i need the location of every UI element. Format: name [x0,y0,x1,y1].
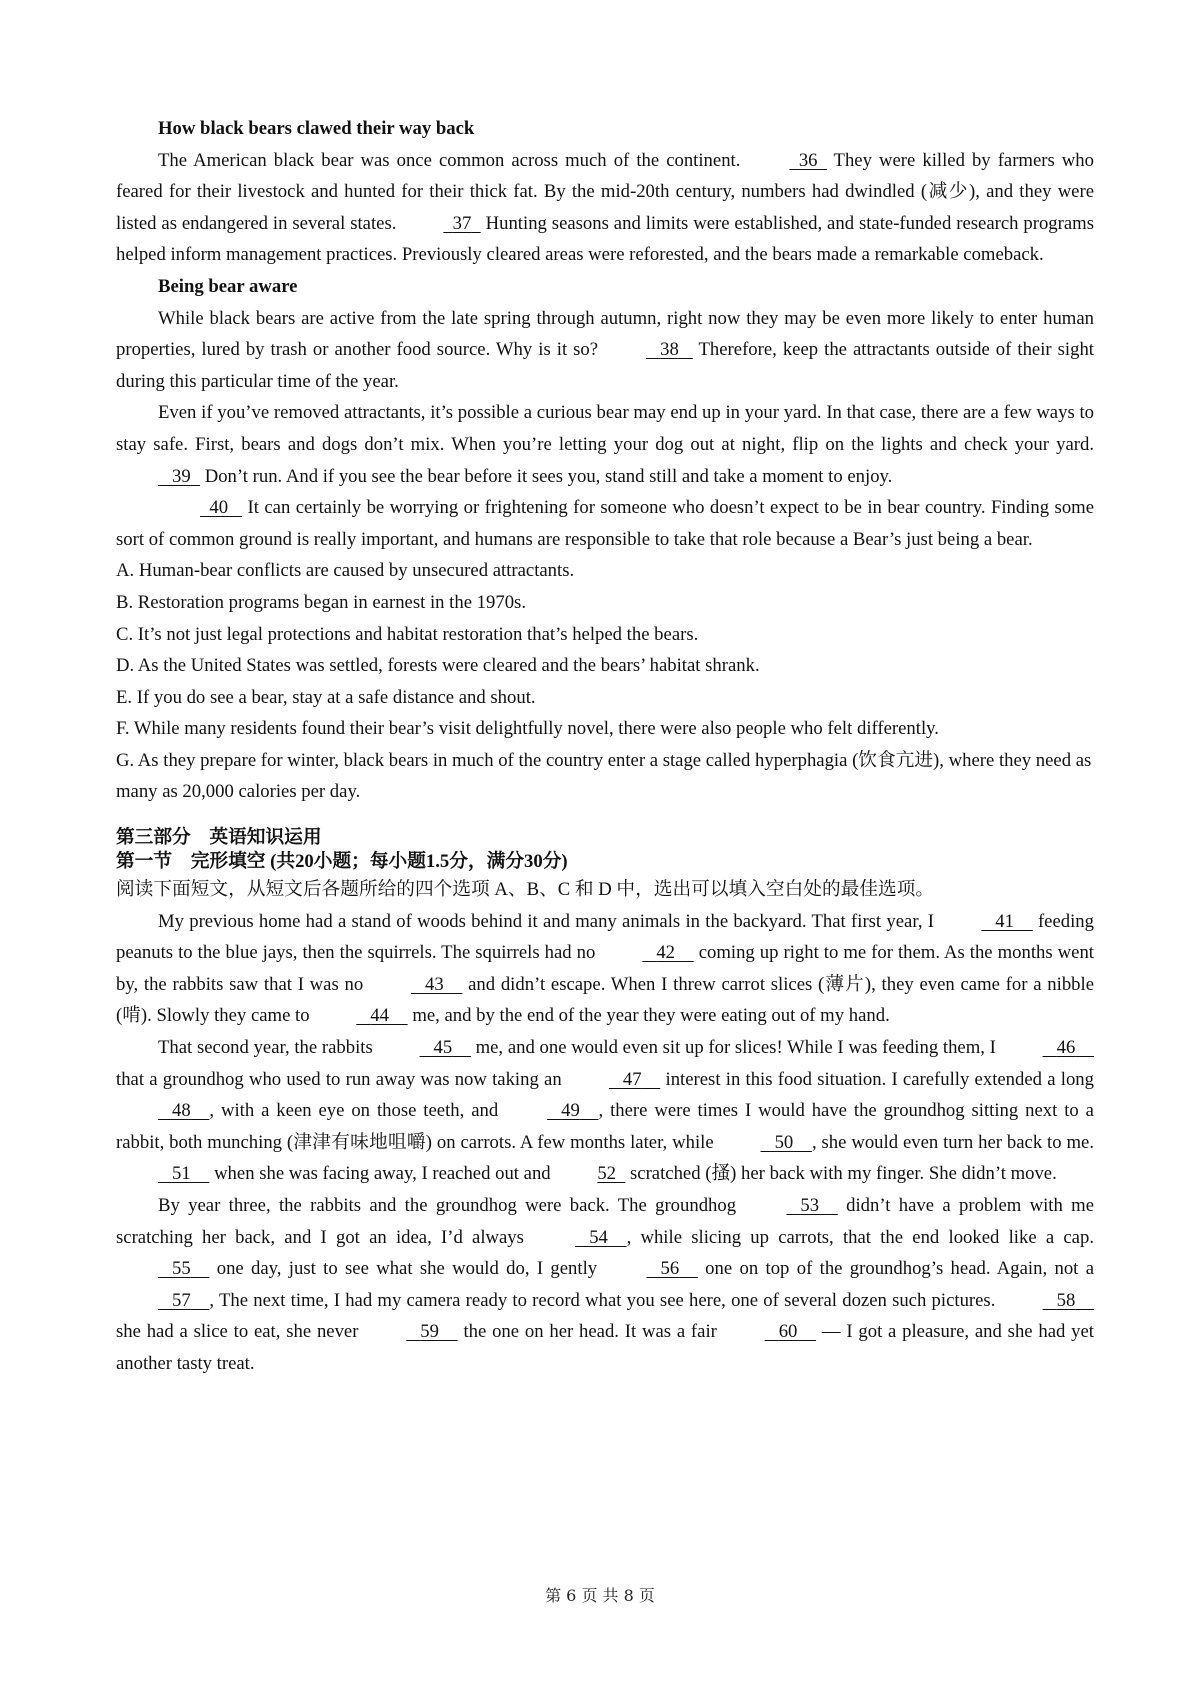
blank-49[interactable] [505,1095,598,1127]
blank-57[interactable] [116,1285,209,1317]
blank-number: 52 [597,1163,616,1185]
text: when she was facing away, I reached out and [209,1163,556,1185]
text: Even if you’ve removed attractants, it’s possible a curious bear may end up in your yard. In that case, there are a few ways to stay safe. First, bears and dogs don’t mix. When you’re letting your dog out at night, flip on the lights and check your yard. [116,402,1094,455]
text: that a groundhog who used to run away was now taking an [116,1068,567,1090]
option-g: G. As they prepare for winter, black bears in much of the country enter a stage called hyperphagia (饮食亢进), where they need as many as 20,000 calories per day. [116,749,1092,803]
blank-44[interactable] [314,1000,407,1032]
blank-number: 55 [172,1258,191,1280]
blank-40[interactable] [158,492,242,524]
text: It can certainly be worrying or frightening for someone who doesn’t expect to be in bear country. Finding some sort of common ground is really important, and humans are responsible to take that role because a Bear’s just being a bear. [116,497,1094,550]
text: , with a keen eye on those teeth, and [209,1100,506,1122]
text: coming up right to me for them. As the months went by, the rabbits saw that I was no [116,942,1094,995]
blank-number: 50 [774,1131,794,1153]
blank-number: 54 [589,1226,608,1248]
blank-47[interactable] [567,1064,660,1096]
text: They were killed by farmers who feared for their livestock and hunted for their thick fat. By the mid-20th century, numbers had dwindled (减少), and they were listed as endangered in several states. [116,149,1094,234]
text: The American black bear was once common across much of the continent. [158,149,748,171]
blank-number: 39 [172,465,191,487]
option-f: F. While many residents found their bear’s visit delightfully novel, there were also people who felt differently. [116,718,939,740]
blank-54[interactable] [533,1222,626,1254]
blank-42[interactable] [600,937,693,969]
text: By year three, the rabbits and the groundhog were back. The groundhog [158,1195,745,1216]
blank-53[interactable] [744,1190,837,1222]
blank-number: 40 [209,497,229,519]
text: one day, just to see what she would do, I gently [209,1258,605,1280]
passage-paragraph-1 [116,145,1094,271]
option-b: B. Restoration programs began in earnest in the 1970s. [116,591,527,613]
text: While black bears are active from the late spring through autumn, right now they may be even more likely to enter human properties, lured by trash or another food source. Why is it so? [116,307,1094,361]
blank-number: 56 [660,1258,680,1280]
section-title: 第一节 完形填空 (共20小题；每小题1.5分，满分30分) [116,851,568,873]
blank-number: 51 [172,1163,191,1185]
blank-number: 49 [561,1100,580,1122]
text: one on top of the groundhog’s head. Again, not a [697,1258,1094,1280]
blank-56[interactable] [604,1253,697,1285]
blank-number: 45 [433,1037,453,1059]
text: — I got a pleasure, and she had yet another tasty treat. [116,1321,1094,1374]
blank-number: 44 [370,1005,389,1027]
blank-number: 57 [172,1289,191,1311]
blank-number: 42 [656,942,676,964]
blank-36[interactable] [747,145,826,177]
blank-52[interactable] [555,1158,625,1190]
blank-number: 41 [995,910,1014,932]
text: , The next time, I had my camera ready to record what you see here, one of several dozen such pictures. [209,1289,1001,1311]
blank-45[interactable] [378,1032,471,1064]
blank-46[interactable] [1001,1032,1094,1064]
instructions: 阅读下面短文，从短文后各题所给的四个选项 A、B、C 和 D 中，选出可以填入空白处的最佳选项。 [116,879,935,901]
text: Hunting seasons and limits were established, and state-funded research programs helped inform management practices. Previously cleared areas were reforested, and the bears made a remarkable comeback. [116,212,1094,266]
text: , while slicing up carrots, that the end looked like a cap. [626,1226,1094,1248]
passage-heading-1: How black bears clawed their way back [158,118,475,139]
blank-number: 43 [424,973,444,995]
text: me, and one would even sit up for slices! While I was feeding them, I [470,1037,1001,1059]
option-c: C. It’s not just legal protections and habitat restoration that’s helped the bears. [116,623,699,645]
text: Therefore, keep the attractants outside of their sight during this particular time of the year. [116,339,1094,392]
blank-number: 60 [778,1321,798,1343]
blank-60[interactable] [723,1316,816,1348]
text: interest in this food situation. I carefully extended a long [660,1068,1094,1090]
text: the one on her head. It was a fair [457,1321,723,1343]
blank-number: 47 [622,1068,642,1090]
part-title: 第三部分 英语知识运用 [116,827,322,849]
blank-number: 48 [172,1100,191,1122]
blank-number: 37 [452,212,472,234]
cloze-paragraph-3 [116,1190,1094,1380]
page-number: 第 6 页 共 8 页 [545,1586,655,1605]
text: That second year, the rabbits [158,1037,378,1059]
blank-number: 46 [1056,1037,1076,1059]
blank-41[interactable] [939,906,1032,938]
cloze-paragraph-2 [116,1032,1094,1190]
passage-paragraph-4 [116,492,1094,555]
text: she had a slice to eat, she never [116,1321,365,1343]
blank-43[interactable] [369,969,462,1001]
option-e: E. If you do see a bear, stay at a safe distance and shout. [116,686,536,708]
blank-55[interactable] [116,1253,209,1285]
blank-59[interactable] [364,1316,457,1348]
blank-50[interactable] [719,1127,812,1159]
text: Don’t run. And if you see the bear before it sees you, stand still and take a moment to enjoy. [200,465,893,487]
passage-paragraph-3 [116,397,1094,492]
text: and didn’t escape. When I threw carrot slices (薄片), they even came for a nibble (啃). Slowly they came to [116,973,1094,1027]
blank-58[interactable] [1001,1285,1094,1317]
blank-39[interactable] [116,461,200,493]
blank-number: 36 [798,149,818,171]
blank-38[interactable] [604,334,693,366]
blank-51[interactable] [116,1158,209,1190]
text: feeding peanuts to the blue jays, then the squirrels. The squirrels had no [116,910,1094,964]
text: me, and by the end of the year they were eating out of my hand. [407,1005,890,1027]
option-a: A. Human-bear conflicts are caused by unsecured attractants. [116,560,575,582]
blank-37[interactable] [401,208,480,240]
text: didn’t have a problem with me scratching her back, and I got an idea, I’d always [116,1195,1094,1248]
options-list [116,555,1094,808]
option-d: D. As the United States was settled, forests were cleared and the bears’ habitat shrank. [116,655,760,677]
blank-number: 53 [800,1195,820,1216]
text: scratched (搔) her back with my finger. She didn’t move. [625,1163,1057,1185]
blank-number: 38 [660,339,679,361]
blank-number: 59 [420,1321,439,1343]
blank-48[interactable] [116,1095,209,1127]
page-content [116,113,1094,1380]
text: My previous home had a stand of woods behind it and many animals in the backyard. That first year, I [158,910,940,932]
passage-paragraph-2 [116,303,1094,398]
text: , she would even turn her back to me. [811,1131,1094,1153]
blank-number: 58 [1056,1289,1076,1311]
text: , there were times I would have the groundhog sitting next to a rabbit, both munching (津津有味地咀嚼) on carrots. A few months later, while [116,1100,1094,1153]
passage-heading-2: Being bear aware [158,275,298,297]
cloze-paragraph-1 [116,906,1094,1032]
